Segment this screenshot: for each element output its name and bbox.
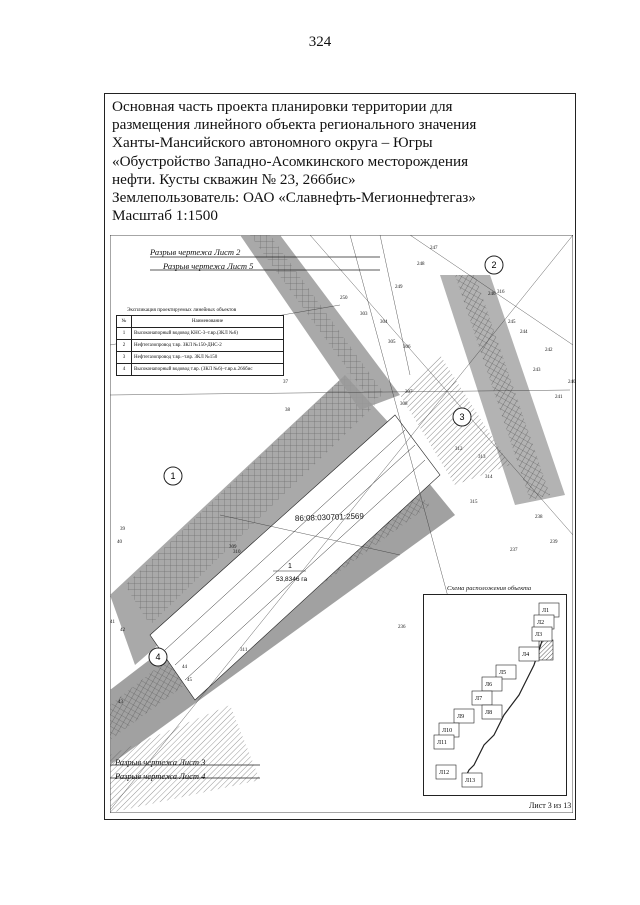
point-number-label: 37 [283,380,288,385]
explication-table [116,315,284,376]
inset-sheet-label: Л8 [485,710,493,716]
page-number: 324 [308,34,332,50]
svg-text:3: 3 [459,412,465,422]
point-number-label: 41 [110,620,115,625]
location-scheme-inset [423,594,567,796]
point-number-label: 39 [120,527,125,532]
point-number-label: 246 [488,292,496,297]
header-line: размещения линейного объекта регионального значения [112,116,477,134]
point-number-label: 236 [398,625,406,630]
header-line: Землепользователь: ОАО «Славнефть-Мегионнефтегаз» [112,189,476,207]
table-cell: Высоконапорный водовод т.вр. (ЗКЛ №6)–т.вр.к.266бис [132,364,284,376]
break-label-sheet2: Разрыв чертежа Лист 2 [150,247,241,257]
point-number-label: 307 [405,390,413,395]
point-number-label: 310 [233,550,241,555]
point-number-label: 248 [417,262,425,267]
header-line: «Обустройство Западно-Асомкинского месторождения [112,152,469,170]
header-line: Основная часть проекта планировки территории для [112,98,453,115]
svg-text:4: 4 [155,652,161,662]
point-number-label: 247 [430,246,438,251]
point-number-label: 250 [340,296,348,301]
point-number-label: 308 [400,402,408,407]
point-number-label: 314 [485,475,493,480]
svg-text:2: 2 [491,260,497,270]
sheet-number: Лист 3 из 13 [529,801,572,810]
point-number-label: 303 [360,312,368,317]
inset-sheet-box [434,735,454,749]
table-cell: Нефтегазопровод т.вр. ЗКЛ №150-ДНС-2 [132,340,284,352]
inset-sheet-label: Л9 [457,714,465,720]
table-header-cell: Наименование [132,316,284,328]
inset-sheet-label: Л10 [442,728,453,734]
inset-sheet-label: Л7 [475,696,483,702]
inset-sheet-box [482,677,502,691]
table-cell: Высоконапорный водовод КНС-3–т.вр.(ЗКЛ №6) [132,328,284,340]
point-number-label: 244 [520,330,528,335]
point-number-label: 311 [240,648,248,653]
inset-sheet-label: Л3 [535,632,543,638]
table-cell: 3 [117,352,132,364]
point-number-label: 249 [395,285,403,290]
table-header-cell: № [117,316,132,328]
parcel-area: 53,8346 га [276,576,308,583]
inset-sheet-box [462,773,482,787]
point-number-label: 306 [403,345,411,350]
inset-sheet-label: Л13 [465,778,476,784]
table-row [117,364,284,376]
inset-sheet-label: Л1 [542,608,550,614]
marker-1 [164,467,182,485]
header-line: нефти. Кусты скважин № 23, 266бис» [112,170,356,188]
point-number-label: 304 [380,320,388,325]
table-row [117,328,284,340]
inset-sheet-label: Л4 [522,652,530,658]
header-line: Ханты-Мансийского автономного округа – Югры [112,134,433,152]
point-number-label: 40 [117,540,122,545]
marker-3 [453,408,471,426]
document-header [112,98,572,225]
table-cell: Нефтегазопровод т.вр.–т.вр. ЗКЛ №150 [132,352,284,364]
break-label-sheet4: Разрыв чертежа Лист 4 [115,771,206,781]
point-number-label: 239 [550,540,558,545]
table-cell: 4 [117,364,132,376]
point-number-label: 42 [120,628,125,633]
svg-text:1: 1 [170,471,176,481]
inset-sheet-label: Л5 [499,670,507,676]
table-row [117,352,284,364]
inset-sheet-box [454,709,474,723]
parcel-label: 1 [288,563,292,570]
point-number-label: 316 [497,290,505,295]
point-number-label: 245 [508,320,516,325]
table-row [117,340,284,352]
point-number-label: 315 [470,500,478,505]
inset-sheet-label: Л6 [485,682,493,688]
inset-sheet-box [472,691,492,705]
point-number-label: 237 [510,548,518,553]
point-number-label: 309 [229,545,237,550]
point-number-label: 305 [388,340,396,345]
point-number-label: 238 [535,515,543,520]
inset-sheet-label: Л2 [537,620,545,626]
table-header-row [117,316,284,328]
marker-2 [485,256,503,274]
point-number-label: 313 [478,455,486,460]
point-number-label: 312 [455,447,463,452]
break-label-sheet5: Разрыв чертежа Лист 5 [163,261,254,271]
point-number-label: 38 [285,408,290,413]
inset-sheet-box [436,765,456,779]
break-label-sheet3: Разрыв чертежа Лист 3 [115,757,206,767]
inset-sheet-label: Л12 [439,770,450,776]
point-number-label: 242 [545,348,553,353]
point-number-label: 240 [568,380,576,385]
cadastral-number: 86:08:030701:2569 [294,511,364,523]
marker-4 [149,648,167,666]
inset-sheet-box [532,627,552,641]
point-number-label: 43 [118,700,123,705]
inset-sheet-label: Л11 [437,740,447,746]
point-number-label: 243 [533,368,541,373]
inset-title: Схема расположения объекта [447,585,532,592]
inset-sheet-box [482,705,502,719]
point-number-label: 44 [182,665,187,670]
explication-title: Экспликация проектируемых линейных объектов [127,307,237,313]
point-number-label: 45 [187,678,192,683]
point-number-label: 241 [555,395,563,400]
table-cell: 2 [117,340,132,352]
table-cell: 1 [117,328,132,340]
header-line: Масштаб 1:1500 [112,207,218,225]
inset-sheet-box [519,647,539,661]
